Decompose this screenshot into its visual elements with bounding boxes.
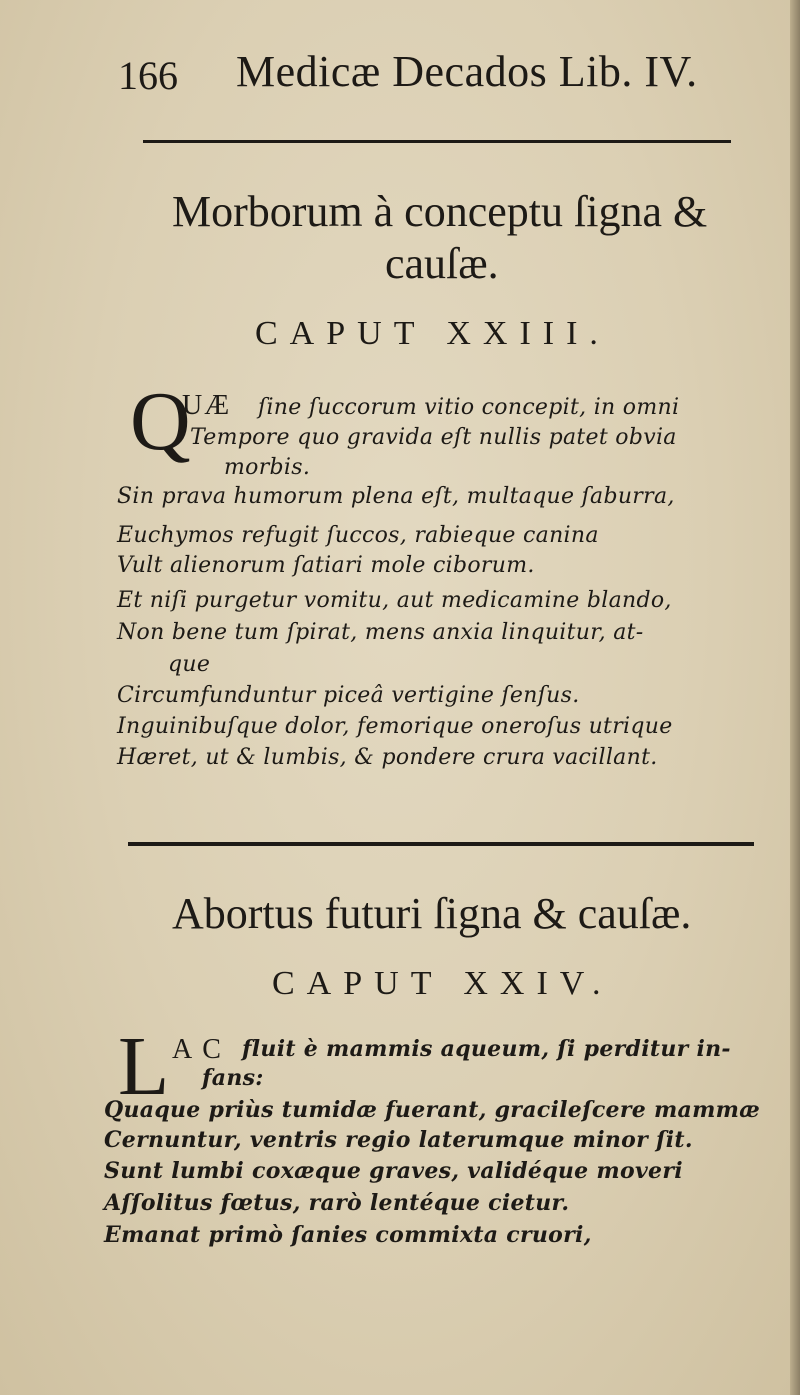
verse-line: Circumfunduntur piceâ vertigine ſenſus. — [117, 683, 580, 708]
verse-line: Inguinibuſque dolor, femorique oneroſus utrique — [117, 714, 673, 739]
section1-title-line2: cauſæ. — [385, 239, 499, 288]
verse-line: Vult alienorum ſatiari mole ciborum. — [117, 553, 535, 578]
verse-line: Cernuntur, ventris regio laterumque minor ſit. — [104, 1127, 693, 1153]
verse-line: que — [168, 652, 211, 677]
page-number: 166 — [118, 53, 178, 98]
page-edge — [790, 0, 800, 1395]
verse-line: Et niſi purgetur vomitu, aut medicamine blando, — [117, 588, 672, 613]
verse-line: Sunt lumbi coxæque graves, validéque moveri — [104, 1158, 683, 1184]
verse-line: Sin prava humorum plena eſt, multaque ſaburra, — [117, 484, 675, 509]
header-rule — [143, 140, 731, 143]
section2-title: Abortus futuri ſigna & cauſæ. — [172, 889, 692, 938]
verse-line: morbis. — [224, 455, 311, 480]
verse-line: ſine ſuccorum vitio concepit, in omni — [258, 395, 680, 420]
verse-line: Hæret, ut & lumbis, & pondere crura vacillant. — [117, 745, 658, 770]
verse-line: Non bene tum ſpirat, mens anxia linquitur, at- — [117, 620, 644, 645]
verse-line: Euchymos refugit ſuccos, rabieque canina — [117, 523, 599, 548]
section1-caput: CAPUT XXIII. — [255, 315, 610, 352]
running-title: Medicæ Decados Lib. IV. — [236, 47, 698, 96]
verse-line: fluit è mammis aqueum, ſi perditur in- — [242, 1036, 731, 1062]
verse-line: Aſſolitus fœtus, rarò lentéque cietur. — [104, 1190, 570, 1216]
verse-line: fans: — [202, 1065, 264, 1091]
verse-line: Emanat primò ſanies commixta cruori, — [104, 1222, 592, 1248]
section2-caput: CAPUT XXIV. — [272, 965, 613, 1002]
section1-title-line1: Morborum à conceptu ſigna & — [172, 187, 708, 236]
section2-dropcap: L — [118, 1020, 170, 1113]
verse-line: Quaque priùs tumidæ fuerant, gracileſcere mammæ — [104, 1097, 761, 1123]
verse-line: Tempore quo gravida eſt nullis patet obvia — [190, 425, 677, 450]
section1-dropcap: Q — [130, 375, 191, 468]
section-divider-rule — [128, 842, 754, 846]
section1-lead-caps: UÆ — [182, 390, 232, 421]
section2-lead-caps: AC — [172, 1034, 231, 1065]
